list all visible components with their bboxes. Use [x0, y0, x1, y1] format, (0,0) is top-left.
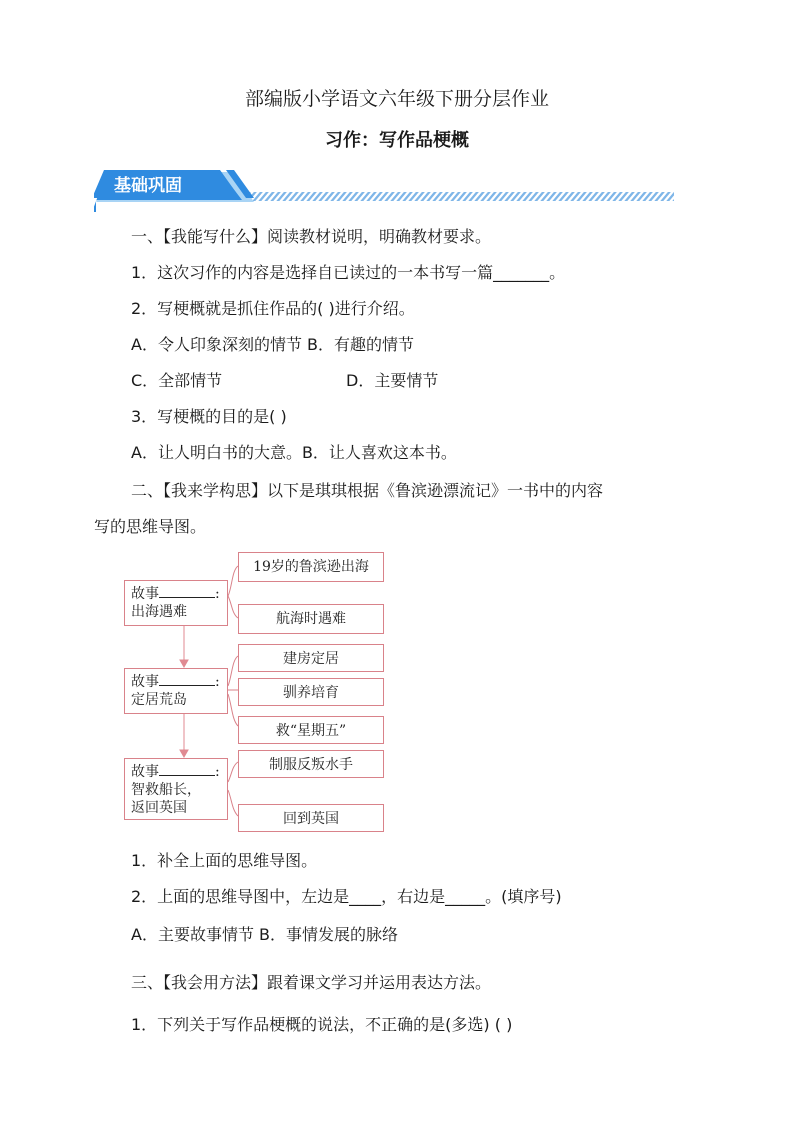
group-label-2: 返回英国: [131, 800, 187, 816]
item-text: 19岁的鲁滨逊出海: [253, 559, 369, 575]
section1-q2-options-ab: A．令人印象深刻的情节 B．有趣的情节: [131, 335, 415, 354]
section1-heading: 一、【我能写什么】阅读教材说明，明确教材要求。: [131, 227, 492, 246]
connector-g3-top: [228, 762, 238, 782]
item-text: 回到英国: [283, 811, 339, 827]
item-text: 建房定居: [283, 651, 339, 667]
section1-q3: 3．写梗概的目的是( ): [131, 407, 287, 426]
blank-line[interactable]: [159, 671, 215, 686]
story-prefix: 故事: [131, 586, 159, 602]
colon: :: [215, 674, 220, 690]
section1-q1: 1．这次习作的内容是选择自已读过的一本书写一篇_______。: [131, 263, 566, 282]
mindmap-item: [238, 678, 384, 706]
banner-graphic: [94, 168, 684, 212]
section2-q2-options: A．主要故事情节 B．事情发展的脉络: [131, 925, 399, 944]
connector-g3-bottom: [228, 790, 238, 816]
mindmap-item: [238, 604, 384, 634]
mindmap-group2-left: [124, 668, 228, 714]
mindmap-item: [238, 716, 384, 744]
story-prefix: 故事: [131, 674, 159, 690]
item-text: 救“星期五”: [275, 723, 347, 739]
mindmap-group1-left: [124, 580, 228, 626]
item-text: 航海时遇难: [276, 611, 346, 627]
item-text: 制服反叛水手: [269, 757, 353, 773]
section1-q2: 2．写梗概就是抓住作品的( )进行介绍。: [131, 299, 415, 318]
arrow-1-head: [180, 660, 188, 667]
page-subtitle: 习作：写作品梗概: [325, 130, 469, 151]
section1-q2-option-c: C．全部情节: [131, 371, 223, 390]
group-label: 智救船长，: [131, 782, 201, 798]
mindmap-item: [238, 804, 384, 832]
mindmap-item: [238, 552, 384, 582]
arrow-2-head: [180, 750, 188, 757]
banner-stripe-band: [244, 192, 674, 201]
connector-g1-bottom: [228, 596, 238, 618]
section2-q1: 1．补全上面的思维导图。: [131, 851, 318, 870]
section2-heading-line2: 写的思维导图。: [94, 517, 207, 536]
mindmap-group3-left: [124, 758, 228, 820]
section-banner: [94, 168, 684, 212]
group-label: 定居荒岛: [131, 692, 187, 708]
mindmap-item: [238, 750, 384, 778]
blank-line[interactable]: [159, 583, 215, 598]
page-title: 部编版小学语文六年级下册分层作业: [244, 88, 549, 110]
story-prefix: 故事: [131, 764, 159, 780]
section1-q2-option-d: D．主要情节: [346, 371, 439, 390]
section1-q3-options: A．让人明白书的大意。B．让人喜欢这本书。: [131, 443, 457, 462]
mindmap: [110, 548, 400, 838]
colon: :: [215, 764, 220, 780]
banner-label: 基础巩固: [114, 176, 182, 196]
section2-heading-line1: 二、【我来学构思】以下是琪琪根据《鲁滨逊漂流记》一书中的内容: [131, 481, 604, 500]
item-text: 驯养培育: [283, 685, 339, 701]
connector-g2-top: [228, 656, 238, 686]
section2-q2: 2．上面的思维导图中，左边是____，右边是_____。(填序号): [131, 887, 562, 906]
connector-g2-bottom: [228, 694, 238, 726]
colon: :: [215, 586, 220, 602]
section3-q1: 1．下列关于写作品梗概的说法，不正确的是(多选) ( ): [131, 1015, 513, 1034]
connector-g1-top: [228, 566, 238, 596]
blank-line[interactable]: [159, 761, 215, 776]
group-label: 出海遇难: [131, 604, 187, 620]
section3-heading: 三、【我会用方法】跟着课文学习并运用表达方法。: [131, 973, 492, 992]
mindmap-item: [238, 644, 384, 672]
